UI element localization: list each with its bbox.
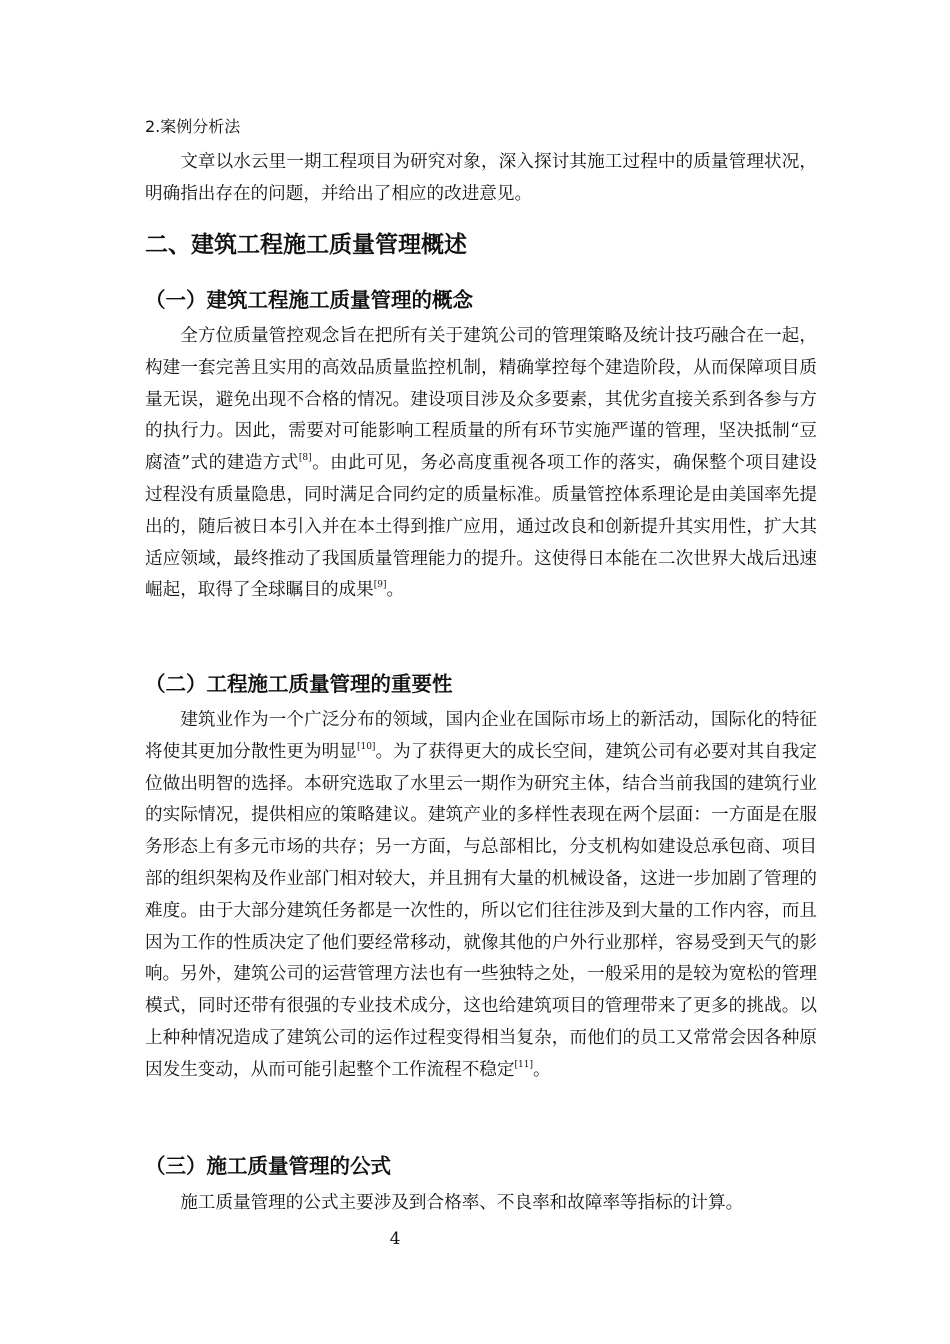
section-heading-importance: （二）工程施工质量管理的重要性 (145, 672, 453, 696)
concept-paragraph (145, 321, 817, 607)
importance-text-b: 。为了获得更大的成长空间，建筑公司有必要对其自我定位做出明智的选择。本研究选取了水里云一期作为研究主体，结合当前我国的建筑行业的实际情况，提供相应的策略建议。建筑产业的多样性表现在两个层面：一方面是在服务形态上有多元市场的共存；另一方面，与总部相比，分支机构如建设总承包商、项目部的组织架构及作业部门相对较大，并且拥有大量的机械设备，这进一步加剧了管理的难度。由于大部分建筑任务都是一次性的，所以它们往往涉及到大量的工作内容，而且因为工作的性质决定了他们要经常移动，就像其他的户外行业那样，容易受到天气的影响。另外，建筑公司的运营管理方法也有一些独特之处，一般采用的是较为宽松的管理模式，同时还带有很强的专业技术成分，这也给建筑项目的管理带来了更多的挑战。以上种种情况造成了建筑公司的运作过程变得相当复杂，而他们的员工又常常会因各种原因发生变动，从而可能引起整个工作流程不稳定 (145, 741, 817, 1080)
concept-text-c: 。 (386, 580, 405, 601)
section-heading-concept: （一）建筑工程施工质量管理的概念 (145, 288, 473, 312)
formula-paragraph: 施工质量管理的公式主要涉及到合格率、不良率和故障率等指标的计算。 (180, 1193, 744, 1213)
citation-8: [8] (298, 453, 312, 464)
concept-text-a: 全方位质量管控观念旨在把所有关于建筑公司的管理策略及统计技巧融合在一起，构建一套完善且实用的高效品质量监控机制，精确掌控每个建造阶段，从而保障项目质量无误，避免出现不合格的情况。建设项目涉及众多要素，其优劣直接关系到各参与方的执行力。因此，需要对可能影响工程质量的所有环节实施严谨的管理，坚决抵制“豆腐渣”式的建造方式 (145, 326, 817, 474)
importance-text-a: 建筑业作为一个广泛分布的领域，国内企业在国际市场上的新活动，国际化的特征将使其更加分散性更为明显 (145, 710, 817, 762)
importance-paragraph (145, 705, 817, 1087)
importance-text-c: 。 (532, 1059, 551, 1080)
citation-11: [11] (514, 1059, 533, 1070)
section-heading-formula: （三）施工质量管理的公式 (145, 1154, 391, 1178)
citation-10: [10] (356, 741, 376, 752)
page-number: 4 (389, 1229, 401, 1249)
chapter-heading: 二、建筑工程施工质量管理概述 (145, 232, 467, 258)
intro-paragraph: 文章以水云里一期工程项目为研究对象，深入探讨其施工过程中的质量管理状况，明确指出存在的问题，并给出了相应的改进意见。 (145, 152, 817, 204)
subsection-label: 2.案例分析法 (145, 117, 241, 136)
concept-text-b: 。由此可见，务必高度重视各项工作的落实，确保整个项目建设过程没有质量隐患，同时满足合同约定的质量标准。质量管控体系理论是由美国率先提出的，随后被日本引入并在本土得到推广应用，通过改良和创新提升其实用性，扩大其适应领域，最终推动了我国质量管理能力的提升。这使得日本能在二次世界大战后迅速崛起，取得了全球瞩目的成果 (145, 453, 817, 601)
citation-9: [9] (373, 580, 387, 591)
